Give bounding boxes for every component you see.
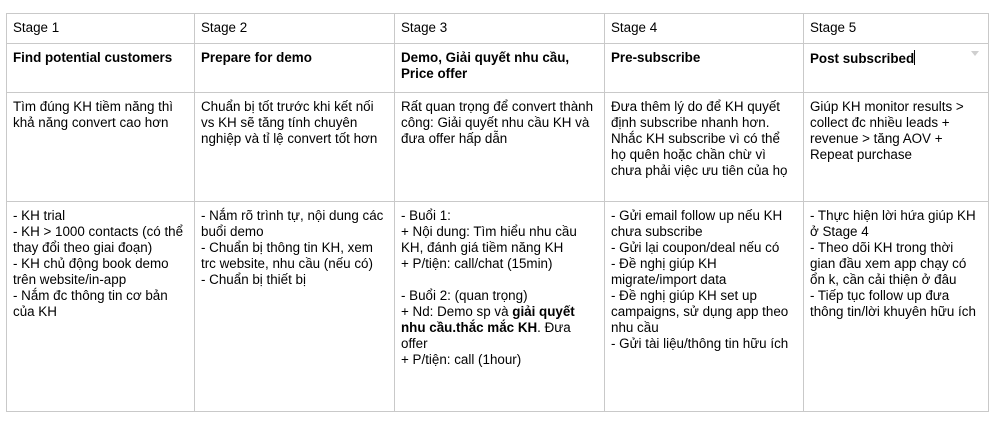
cell-stage-1-tasks[interactable] xyxy=(7,202,195,412)
task-line: - Gửi tài liệu/thông tin hữu ích xyxy=(611,336,789,351)
cell-stage-1-title[interactable]: Find potential customers xyxy=(7,44,195,93)
task-line: - Thực hiện lời hứa giúp KH ở Stage 4 xyxy=(810,208,980,239)
cell-stage-4-header[interactable]: Stage 4 xyxy=(605,14,804,44)
cell-stage-3-tasks[interactable] xyxy=(395,202,605,412)
task-suffix: . Đưa offer xyxy=(401,320,575,351)
cell-stage-2-description[interactable]: Chuẩn bị tốt trước khi kết nối vs KH sẽ tăng tính chuyên nghiệp và tỉ lệ convert tốt hơn xyxy=(195,93,395,202)
cell-stage-1-description[interactable]: Tìm đúng KH tiềm năng thì khả năng convert cao hơn xyxy=(7,93,195,202)
task-line: - Nắm đc thông tin cơ bản của KH xyxy=(13,288,172,319)
task-line: - KH trial xyxy=(13,208,66,223)
blank-line xyxy=(401,272,598,288)
cell-stage-5-tasks[interactable] xyxy=(804,202,989,412)
cell-dropdown-icon[interactable] xyxy=(970,49,980,57)
tasks-row xyxy=(7,202,989,412)
task-line: - Theo dõi KH trong thời gian đầu xem app chạy có ổn k, cần cải thiện ở đâu xyxy=(810,240,971,287)
task-line: - Buổi 1: xyxy=(401,208,451,223)
task-bold-text: giải quyết nhu cầu.thắc mắc KH xyxy=(401,304,579,335)
task-line: - Đề nghị giúp KH set up campaigns, sử dụng app theo nhu cầu xyxy=(611,288,792,335)
stages-table xyxy=(6,13,989,412)
cell-stage-2-title[interactable]: Prepare for demo xyxy=(195,44,395,93)
cell-stage-1-header[interactable]: Stage 1 xyxy=(7,14,195,44)
cell-stage-4-tasks[interactable] xyxy=(605,202,804,412)
task-line: - Gửi lại coupon/deal nếu có xyxy=(611,240,780,255)
task-line: - Chuẩn bị thiết bị xyxy=(201,272,306,287)
task-line: - KH chủ động book demo trên website/in-app xyxy=(13,256,173,287)
task-line: + P/tiện: call/chat (15min) xyxy=(401,256,553,271)
header-row xyxy=(7,14,989,44)
task-line: - Buổi 2: (quan trọng) xyxy=(401,288,528,303)
task-line: - KH > 1000 contacts (có thể thay đổi theo giai đoạn) xyxy=(13,224,187,255)
task-line: - Chuẩn bị thông tin KH, xem trc website, nhu cầu (nếu có) xyxy=(201,240,377,271)
cell-stage-4-title[interactable]: Pre-subscribe xyxy=(605,44,804,93)
cell-stage-4-description[interactable]: Đưa thêm lý do để KH quyết định subscribe nhanh hơn. Nhắc KH subscribe vì có thể họ quên hoặc chần chừ vì chưa phải việc ưu tiên của họ xyxy=(605,93,804,202)
task-line: - Nắm rõ trình tự, nội dung các buổi demo xyxy=(201,208,388,239)
cell-stage-2-tasks[interactable] xyxy=(195,202,395,412)
cell-stage-5-title[interactable] xyxy=(804,44,989,93)
description-row xyxy=(7,93,989,202)
cell-stage-3-description[interactable]: Rất quan trọng để convert thành công: Giải quyết nhu cầu KH và đưa offer hấp dẫn xyxy=(395,93,605,202)
task-line: - Đề nghị giúp KH migrate/import data xyxy=(611,256,727,287)
task-line: - Gửi email follow up nếu KH chưa subscribe xyxy=(611,208,786,239)
task-line: - Tiếp tục follow up đưa thông tin/lời khuyên hữu ích xyxy=(810,288,976,319)
stage-5-title-text: Post subscribed xyxy=(810,51,915,66)
text-cursor xyxy=(914,50,915,65)
task-prefix: + Nd: Demo sp và xyxy=(401,304,513,319)
title-row xyxy=(7,44,989,93)
task-line: + P/tiện: call (1hour) xyxy=(401,352,522,367)
cell-stage-5-description[interactable]: Giúp KH monitor results > collect đc nhiều leads + revenue > tăng AOV + Repeat purchase xyxy=(804,93,989,202)
cell-stage-5-header[interactable]: Stage 5 xyxy=(804,14,989,44)
cell-stage-3-header[interactable]: Stage 3 xyxy=(395,14,605,44)
task-line: + Nội dung: Tìm hiểu nhu cầu KH, đánh giá tiềm năng KH xyxy=(401,224,581,255)
task-line-rich xyxy=(401,304,598,352)
cell-stage-2-header[interactable]: Stage 2 xyxy=(195,14,395,44)
cell-stage-3-title[interactable]: Demo, Giải quyết nhu cầu, Price offer xyxy=(395,44,605,93)
